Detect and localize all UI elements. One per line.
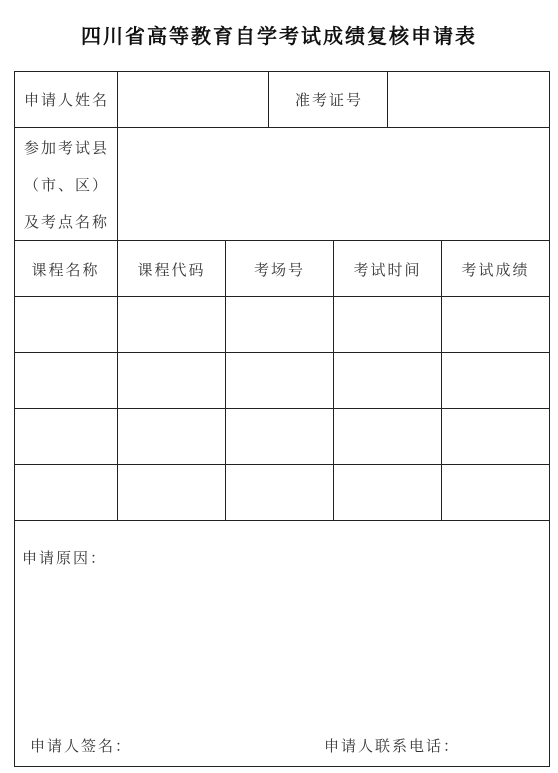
header-course-name: 课程名称 <box>31 261 100 279</box>
row-divider <box>14 464 550 465</box>
county-label-line-1: 参加考试县 <box>24 139 110 157</box>
row-divider <box>14 352 550 353</box>
phone-label: 申请人联系电话： <box>324 737 461 755</box>
col-divider <box>268 71 269 127</box>
header-exam-time: 考试时间 <box>353 261 422 279</box>
form-title: 四川省高等教育自学考试成绩复核申请表 <box>81 24 477 48</box>
county-label-line-3: 及考点名称 <box>24 213 110 231</box>
col-divider <box>225 240 226 520</box>
row-divider <box>14 408 550 409</box>
reason-field[interactable] <box>15 571 549 731</box>
row-divider <box>14 240 550 241</box>
col-divider <box>333 240 334 520</box>
county-field[interactable] <box>118 128 549 240</box>
signature-label: 申请人签名： <box>30 737 133 755</box>
reason-label: 申请原因： <box>22 549 108 567</box>
row-divider <box>14 296 550 297</box>
col-divider <box>441 240 442 520</box>
applicant-name-field[interactable] <box>118 72 268 127</box>
applicant-name-label: 申请人姓名 <box>24 91 110 109</box>
header-exam-room: 考场号 <box>253 261 305 279</box>
table-border-right <box>549 71 550 767</box>
header-course-code: 课程代码 <box>137 261 206 279</box>
application-form-table <box>14 71 550 767</box>
county-label-line-2: （市、区） <box>24 176 110 194</box>
header-exam-score: 考试成绩 <box>461 261 530 279</box>
exam-number-label: 准考证号 <box>295 91 364 109</box>
col-divider <box>117 240 118 520</box>
row-divider <box>14 520 550 521</box>
exam-number-field[interactable] <box>388 72 549 127</box>
table-border-bottom <box>14 766 550 767</box>
